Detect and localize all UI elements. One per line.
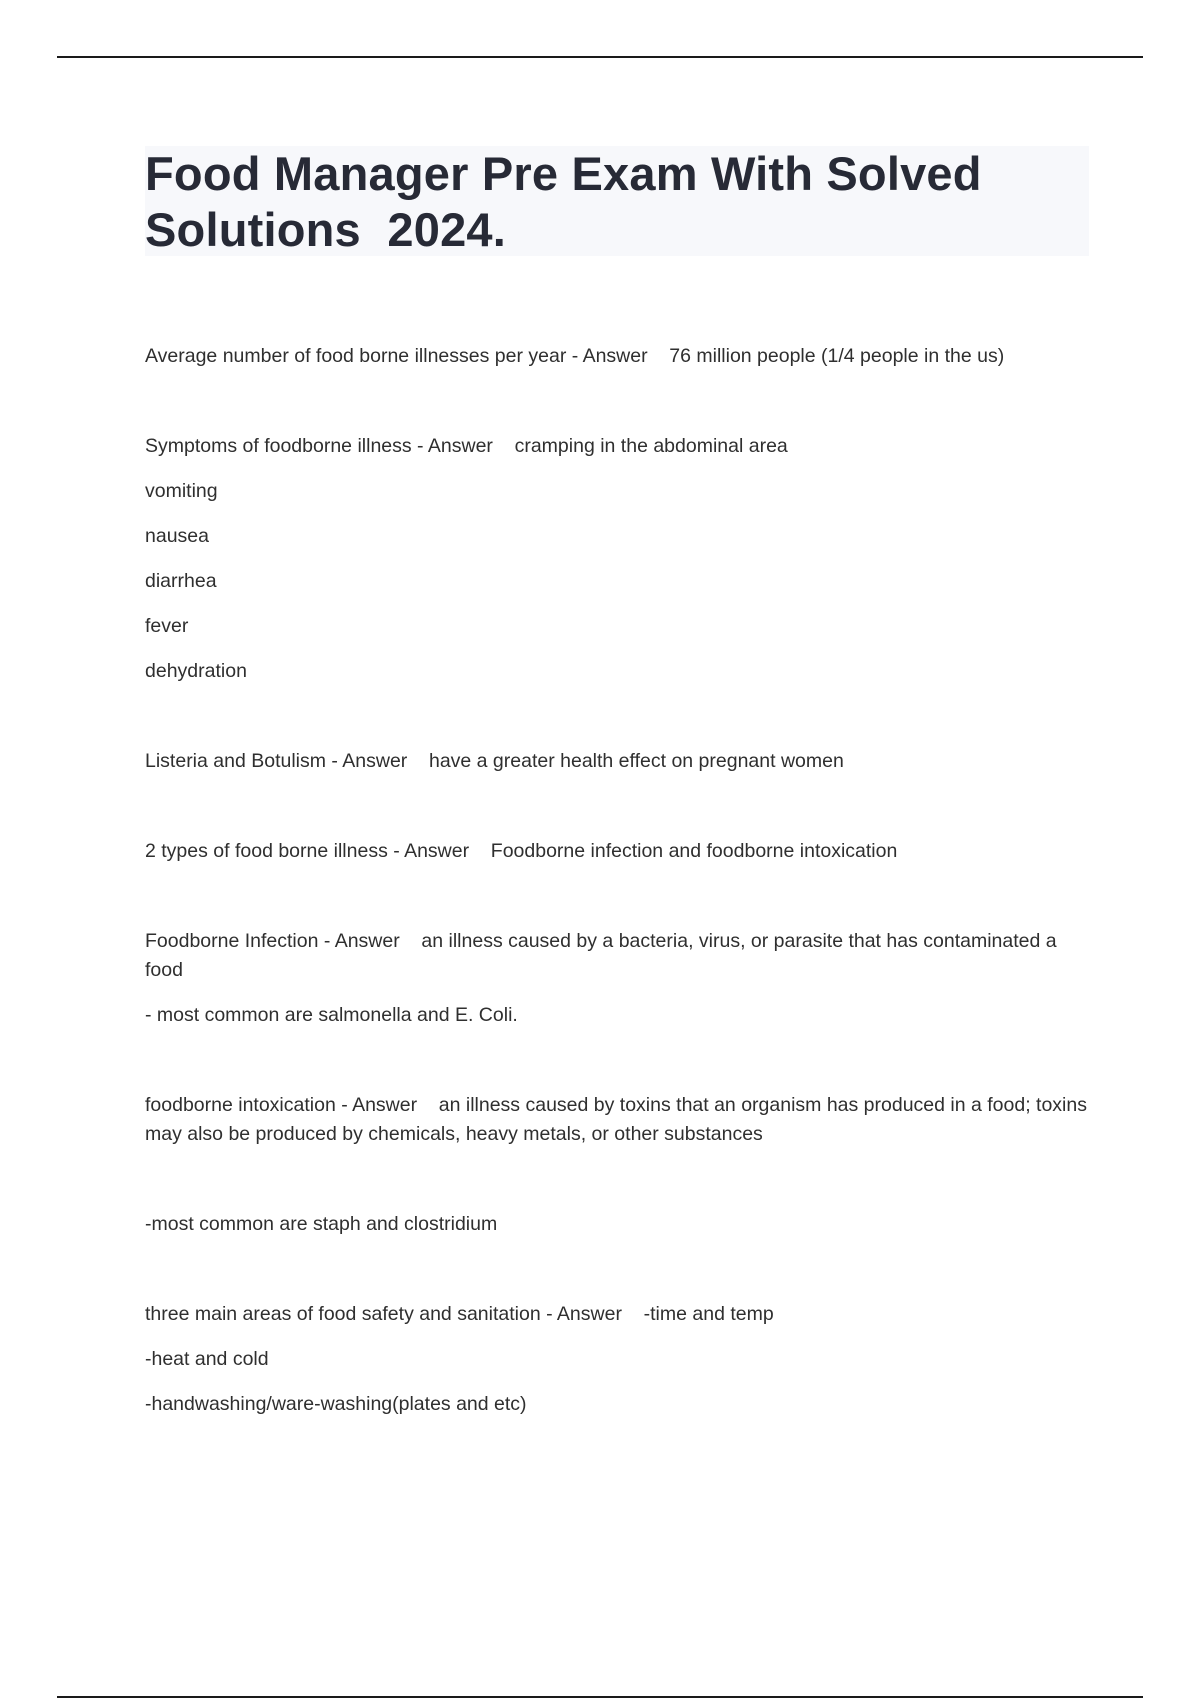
answer-line: -heat and cold (145, 1348, 269, 1370)
qa-line (145, 342, 1095, 371)
answer-separator: - Answer (318, 930, 422, 952)
question-text: 2 types of food borne illness (145, 840, 388, 862)
qa-entry (145, 837, 1095, 866)
qa-entry (145, 747, 1095, 776)
answer-text: Foodborne infection and foodborne intoxication (490, 840, 898, 862)
qa-line (145, 1300, 1095, 1329)
answer-text: an illness caused by a bacteria, virus, or parasite that has contaminated a food (145, 930, 1057, 981)
question-text: Average number of food borne illnesses per year (145, 345, 567, 367)
answer-text: -time and temp (643, 1303, 774, 1325)
answer-separator: - Answer (335, 1094, 439, 1116)
document-body (145, 342, 1095, 1419)
header-rule (57, 56, 1143, 58)
qa-line (145, 927, 1095, 985)
qa-entry (145, 1300, 1095, 1419)
answer-separator: - Answer (540, 1303, 644, 1325)
answer-separator: - Answer (387, 840, 491, 862)
answer-line: nausea (145, 525, 209, 547)
answer-line: dehydration (145, 660, 247, 682)
qa-entry (145, 342, 1095, 371)
answer-separator: - Answer (326, 750, 429, 772)
answer-separator: - Answer (411, 435, 515, 457)
qa-entry (145, 1210, 1095, 1239)
answer-separator: - Answer (566, 345, 670, 367)
answer-text: an illness caused by toxins that an organism has produced in a food; toxins may also be produced by chemicals, heavy metals, or other substances (145, 1094, 1087, 1145)
qa-line (145, 837, 1095, 866)
qa-line (145, 747, 1095, 776)
answer-line: - most common are salmonella and E. Coli. (145, 1004, 518, 1026)
answer-line: vomiting (145, 480, 218, 502)
qa-entry (145, 1091, 1095, 1149)
answer-text: have a greater health effect on pregnant women (428, 750, 844, 772)
question-text: Listeria and Botulism (145, 750, 327, 772)
qa-entry (145, 927, 1095, 1030)
answer-line: -handwashing/ware-washing(plates and etc) (145, 1393, 527, 1415)
question-text: three main areas of food safety and sanitation (145, 1303, 541, 1325)
footer-rule (57, 1696, 1143, 1698)
answer-text: cramping in the abdominal area (514, 435, 788, 457)
question-text: foodborne intoxication (145, 1094, 336, 1116)
title-banner (145, 146, 1089, 256)
answer-text: 76 million people (1/4 people in the us) (669, 345, 1005, 367)
question-text: Foodborne Infection (145, 930, 319, 952)
qa-entry (145, 432, 1095, 686)
document-title: Food Manager Pre Exam With Solved Solutions 2024. (145, 147, 995, 256)
question-text: Symptoms of foodborne illness (145, 435, 412, 457)
answer-line: -most common are staph and clostridium (145, 1213, 498, 1235)
answer-line: fever (145, 615, 189, 637)
answer-line: diarrhea (145, 570, 217, 592)
qa-line (145, 1091, 1095, 1149)
qa-line (145, 432, 1095, 461)
